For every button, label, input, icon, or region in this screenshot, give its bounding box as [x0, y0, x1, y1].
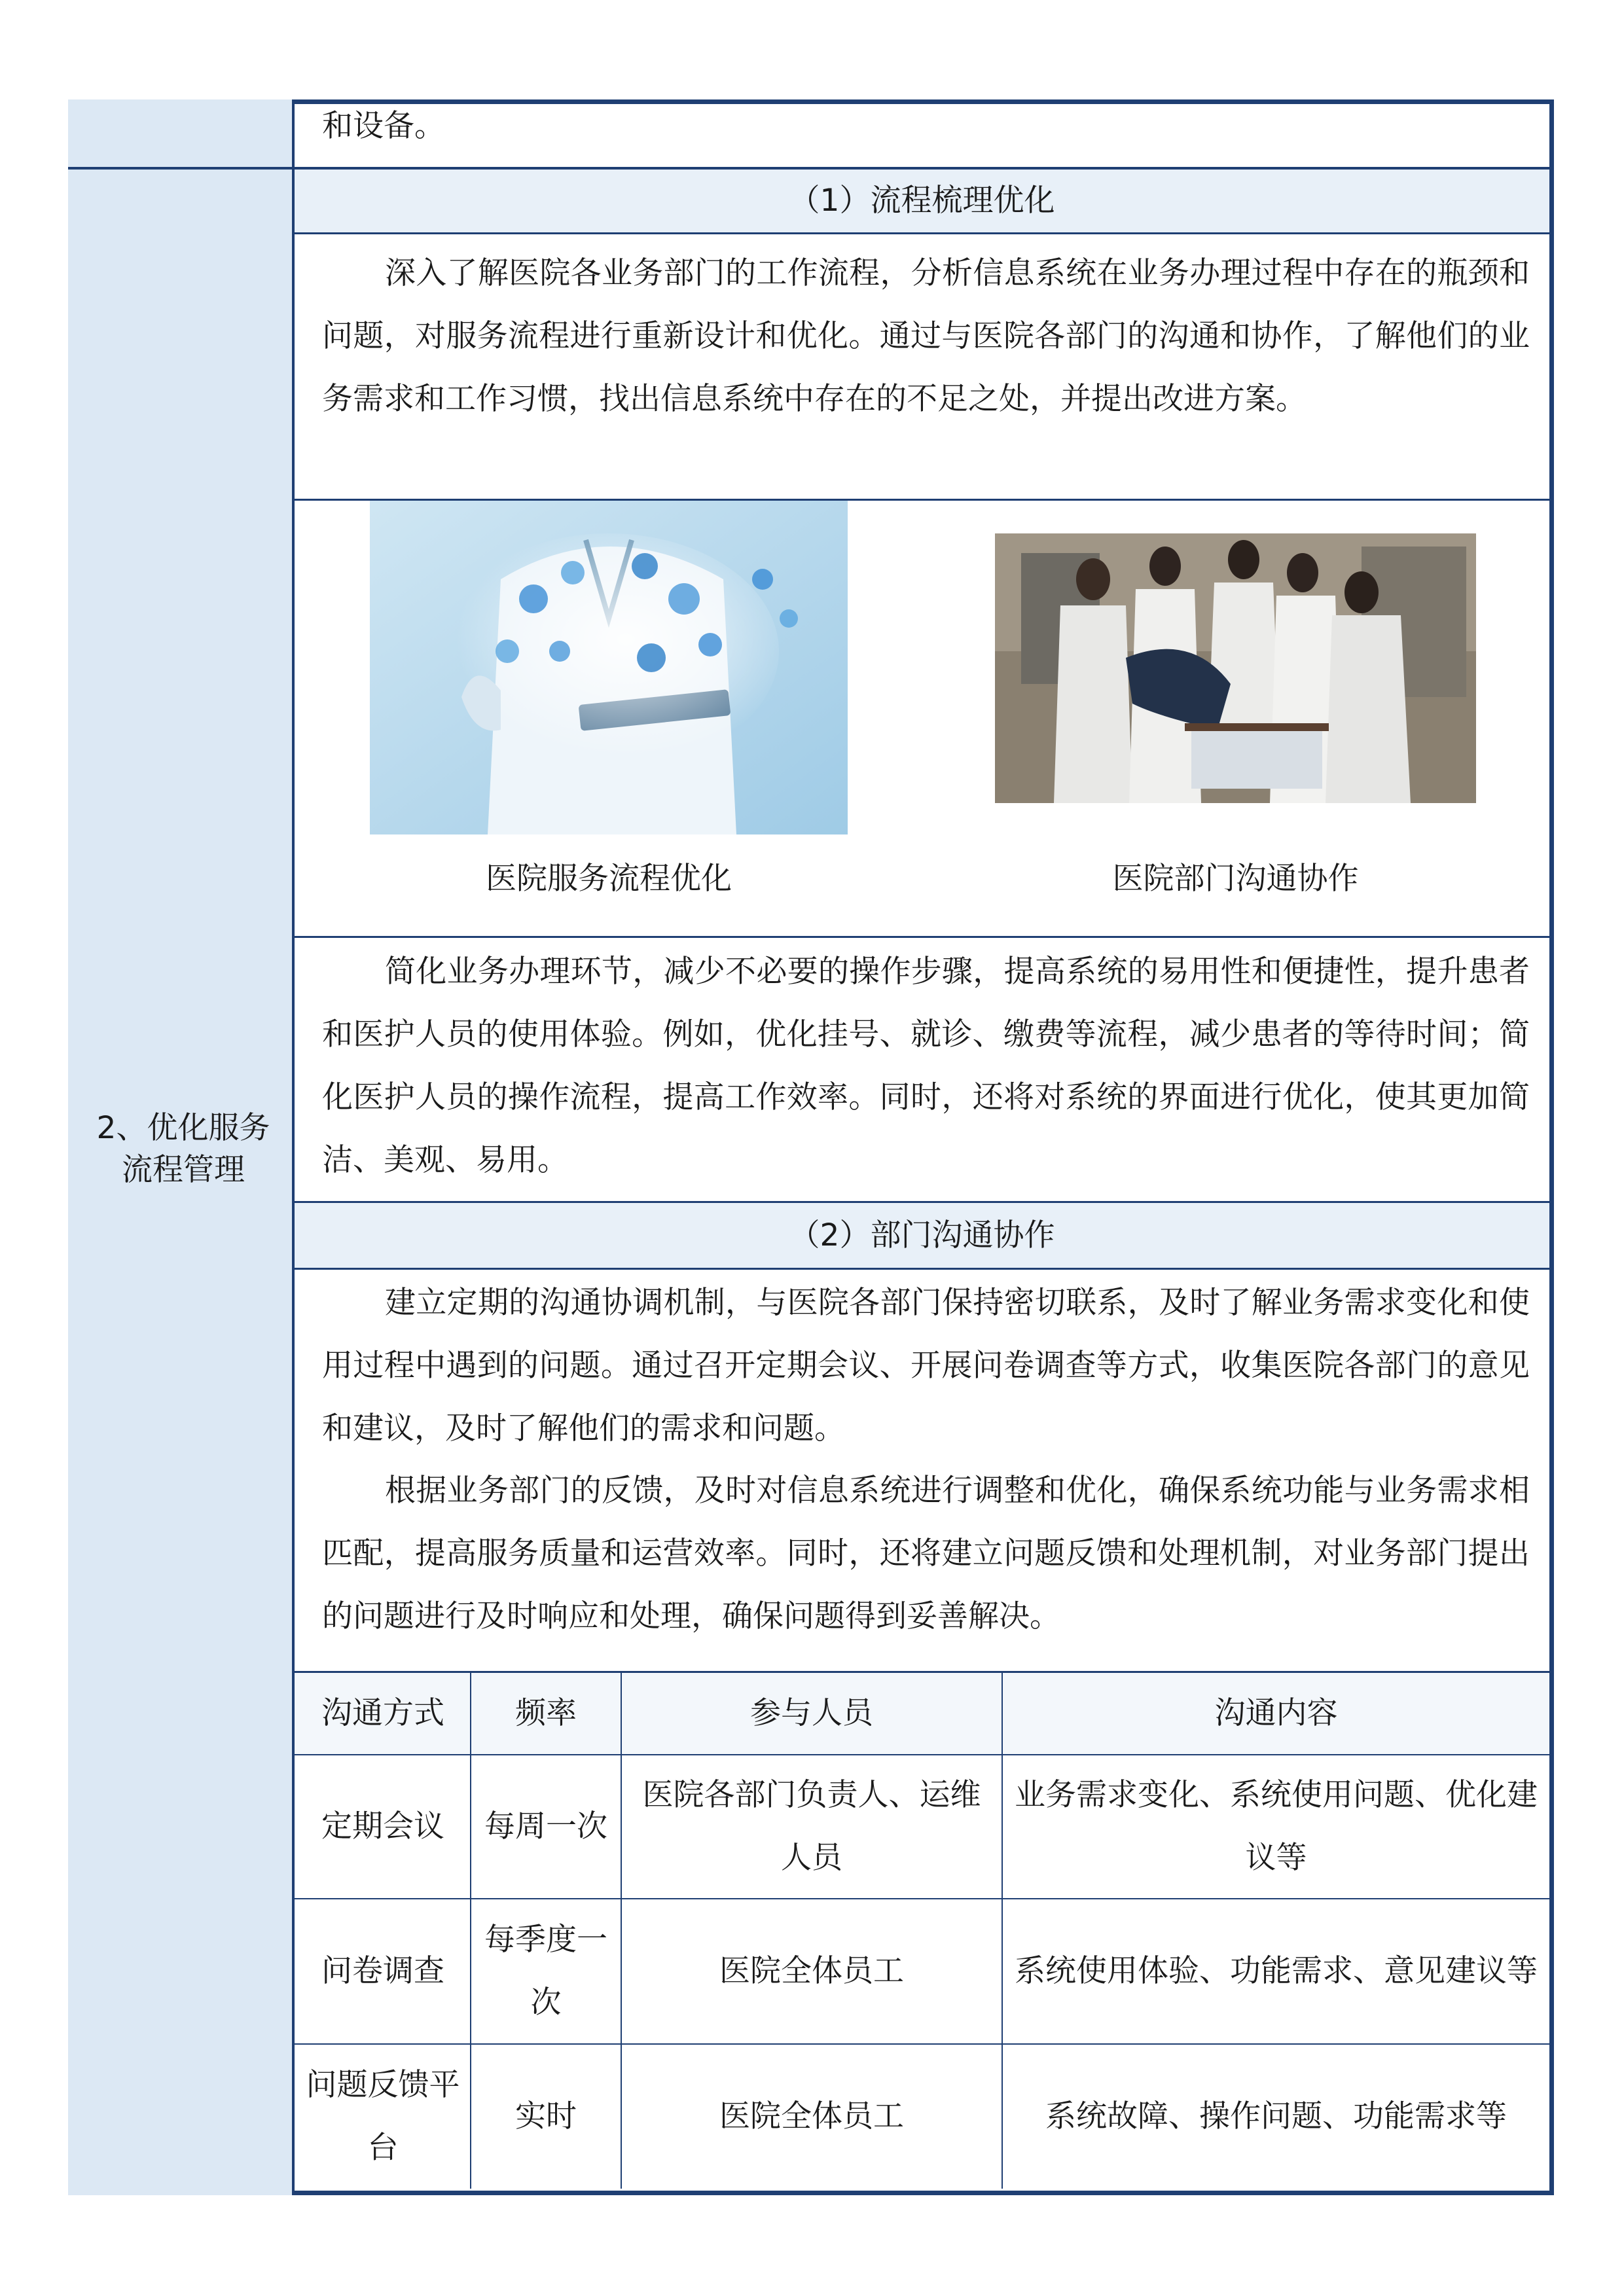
table-cell: 系统故障、操作问题、功能需求等: [1045, 2098, 1507, 2134]
sub-heading-process: （1）流程梳理优化: [789, 183, 1055, 219]
image-caption-left: 医院服务流程优化: [486, 861, 732, 897]
table-header-cell: 参与人员: [750, 1695, 873, 1731]
table-header-cell: 频率: [515, 1695, 577, 1731]
table-header-cell: 沟通方式: [321, 1695, 444, 1731]
divider: [295, 232, 1549, 234]
table-cell: 系统使用体验、功能需求、意见建议等: [1015, 1953, 1538, 1989]
table-cell: 每季度一次: [484, 1922, 607, 2020]
paragraph: 建立定期的沟通协调机制，与医院各部门保持密切联系，及时了解业务需求变化和使用过程中遇到的问题。通过召开定期会议、开展问卷调查等方式，收集医院各部门的意见和建议，及时了解他们的需求和问题。: [322, 1285, 1530, 1446]
table-cell: 问题反馈平台: [306, 2067, 460, 2166]
table-cell: 医院全体员工: [719, 1953, 904, 1989]
table-cell: 医院全体员工: [719, 2098, 904, 2134]
table-cell: 定期会议: [321, 1808, 444, 1844]
staff-meeting-image: [995, 533, 1476, 803]
table-cell: 每周一次: [484, 1808, 607, 1844]
table-cell: 问卷调查: [321, 1953, 444, 1989]
divider: [295, 936, 1549, 938]
paragraph: 根据业务部门的反馈，及时对信息系统进行调整和优化，确保系统功能与业务需求相匹配，提高服务质量和运营效率。同时，还将建立问题反馈和处理机制，对业务部门提出的问题进行及时响应和处理，确保问题得到妥善解决。: [322, 1473, 1530, 1634]
table-cell: 医院各部门负责人、运维人员: [642, 1777, 981, 1876]
divider: [295, 1268, 1549, 1270]
section-label: 2、优化服务流程管理: [96, 1110, 270, 1188]
image-caption-right: 医院部门沟通协作: [1112, 861, 1359, 897]
table-cell: 实时: [515, 2098, 577, 2134]
continued-text: 和设备。: [322, 108, 445, 144]
sub-heading-communication: （2）部门沟通协作: [789, 1217, 1055, 1253]
paragraph: 深入了解医院各业务部门的工作流程，分析信息系统在业务办理过程中存在的瓶颈和问题，对服务流程进行重新设计和优化。通过与医院各部门的沟通和协作，了解他们的业务需求和工作习惯，找出信息系统中存在的不足之处，并提出改进方案。: [322, 255, 1530, 417]
table-header-cell: 沟通内容: [1214, 1695, 1338, 1731]
paragraph: 简化业务办理环节，减少不必要的操作步骤，提高系统的易用性和便捷性，提升患者和医护人员的使用体验。例如，优化挂号、就诊、缴费等流程，减少患者的等待时间；简化医护人员的操作流程，提高工作效率。同时，还将对系统的界面进行优化，使其更加简洁、美观、易用。: [322, 954, 1530, 1178]
table-cell: 业务需求变化、系统使用问题、优化建议等: [1015, 1777, 1538, 1876]
doctor-tablet-image: [370, 501, 848, 834]
